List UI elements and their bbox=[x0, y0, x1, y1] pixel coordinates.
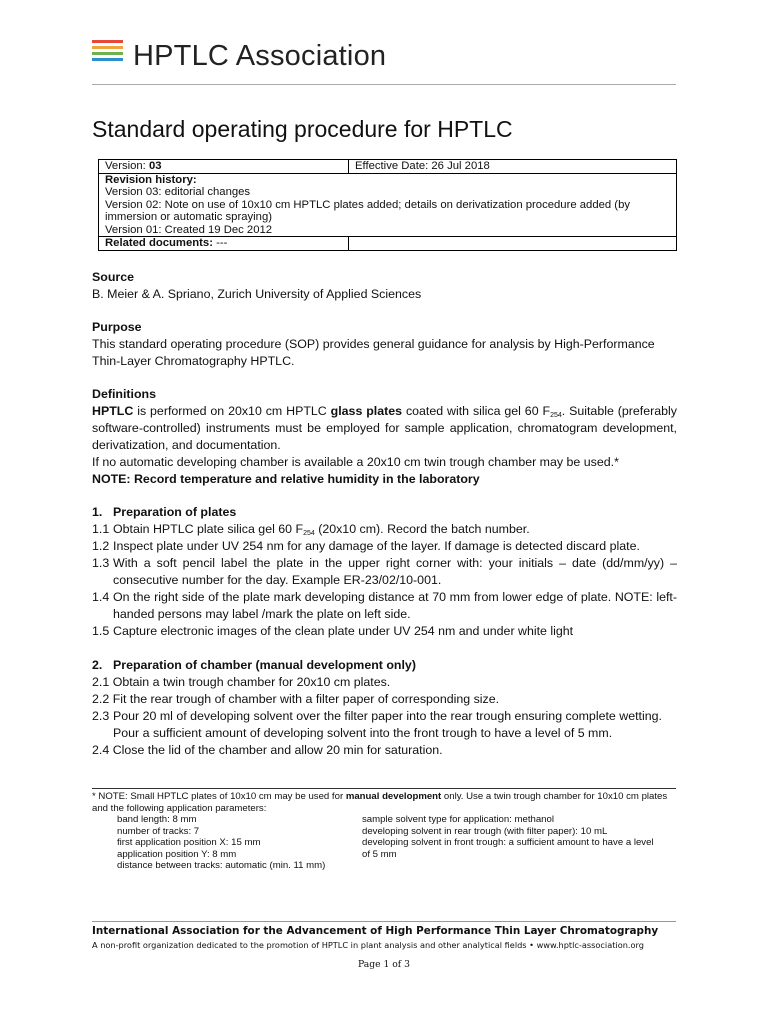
footnote-params-left: band length: 8 mm number of tracks: 7 first application position X: 15 mm application position Y: 8 mm distance between tracks: automatic (min. 11 mm) bbox=[117, 814, 326, 871]
source-text: B. Meier & A. Spriano, Zurich University of Applied Sciences bbox=[92, 287, 422, 301]
revision-history-cell: Revision history: Version 03: editorial changes Version 02: Note on use of 10x10 cm HPTLC plates added; details on derivatization procedure added (by immersion or automatic spraying) Version 01: Created 19 Dec 2012 bbox=[99, 173, 677, 237]
definitions-text: HPTLC is performed on 20x10 cm HPTLC glass plates coated with silica gel 60 $F_{254}$. Suitable (preferably software-controlled) instruments must be employed for sample application, chromatogram development, derivatization, and documentation. bbox=[92, 404, 677, 452]
brand-name: HPTLC Association bbox=[133, 40, 387, 72]
list-item: 2.4 Close the lid of the chamber and allow 20 min for saturation. bbox=[92, 743, 443, 757]
list-item: 1.3 With a soft pencil label the plate in the upper right corner with: your initials – date (dd/mm/yy) – consecutive number for the day. Example ER-23/02/10-001. bbox=[92, 556, 677, 587]
list-item: 2.3 Pour 20 ml of developing solvent over the filter paper into the rear trough ensuring complete wetting. Pour a sufficient amount of developing solvent into the front trough to have a level of 5 mm. bbox=[92, 709, 662, 740]
version-cell: Version: 03 bbox=[99, 160, 349, 174]
definitions-heading: Definitions bbox=[92, 387, 157, 401]
lab-note: NOTE: Record temperature and relative humidity in the laboratory bbox=[92, 472, 480, 486]
list-item: 1.4 On the right side of the plate mark developing distance at 70 mm from lower edge of plate. NOTE: left-handed persons may label /mark the plate on left side. bbox=[92, 590, 677, 621]
header-divider bbox=[92, 84, 676, 85]
empty-cell bbox=[349, 237, 677, 251]
purpose-text: This standard operating procedure (SOP) provides general guidance for analysis by High-Performance Thin-Layer Chromatography HPTLC. bbox=[92, 337, 655, 368]
list-item: 1.5 Capture electronic images of the clean plate under UV 254 nm and under white light bbox=[92, 624, 574, 638]
section-2-heading: 2. Preparation of chamber (manual development only) bbox=[92, 658, 416, 672]
list-item: 1.1 Obtain HPTLC plate silica gel 60 $F_{254}$ (20x10 cm). Record the batch number. bbox=[92, 522, 530, 537]
footer-divider bbox=[92, 921, 676, 922]
footnote: * NOTE: Small HPTLC plates of 10x10 cm may be used for manual development only. Use a twin trough chamber for 10x10 cm plates and the following application parameters: band length: 8 mm number of tracks: 7 first application position X: 15 mm application position Y: 8 mm distance between tracks: automatic (min. 11 mm) sample solvent type for application: methanol developing solvent in rear trough (with filter paper): 10 mL developing solvent in front trough: a sufficient amount to have a level of 5 mm bbox=[92, 791, 668, 871]
version-table bbox=[98, 159, 677, 251]
footer-organization: International Association for the Advancement of High Performance Thin Layer Chromatography bbox=[92, 925, 659, 937]
logo-stripes-icon bbox=[92, 40, 123, 64]
chamber-note: If no automatic developing chamber is available a 20x10 cm twin trough chamber may be used.* bbox=[92, 455, 619, 469]
list-item: 2.1 Obtain a twin trough chamber for 20x10 cm plates. bbox=[92, 675, 391, 689]
footnote-divider bbox=[92, 788, 676, 789]
section-1-heading: 1. Preparation of plates bbox=[92, 505, 237, 519]
list-item: 1.2 Inspect plate under UV 254 nm for any damage of the layer. If damage is detected discard plate. bbox=[92, 539, 640, 553]
source-heading: Source bbox=[92, 270, 135, 284]
effective-date-cell: Effective Date: 26 Jul 2018 bbox=[349, 160, 677, 174]
related-documents-cell: Related documents: --- bbox=[99, 237, 349, 251]
document-body bbox=[92, 269, 677, 759]
page-number: Page 1 of 3 bbox=[358, 959, 410, 970]
footer-tagline: A non-profit organization dedicated to the promotion of HPTLC in plant analysis and other analytical fields • www.hptlc-association.org bbox=[92, 940, 644, 950]
purpose-heading: Purpose bbox=[92, 320, 142, 334]
page-title: Standard operating procedure for HPTLC bbox=[92, 116, 513, 142]
list-item: 2.2 Fit the rear trough of chamber with a filter paper of corresponding size. bbox=[92, 692, 500, 706]
footnote-params-right: sample solvent type for application: methanol developing solvent in rear trough (with filter paper): 10 mL developing solvent in front trough: a sufficient amount to have a level of 5 mm bbox=[362, 814, 654, 860]
